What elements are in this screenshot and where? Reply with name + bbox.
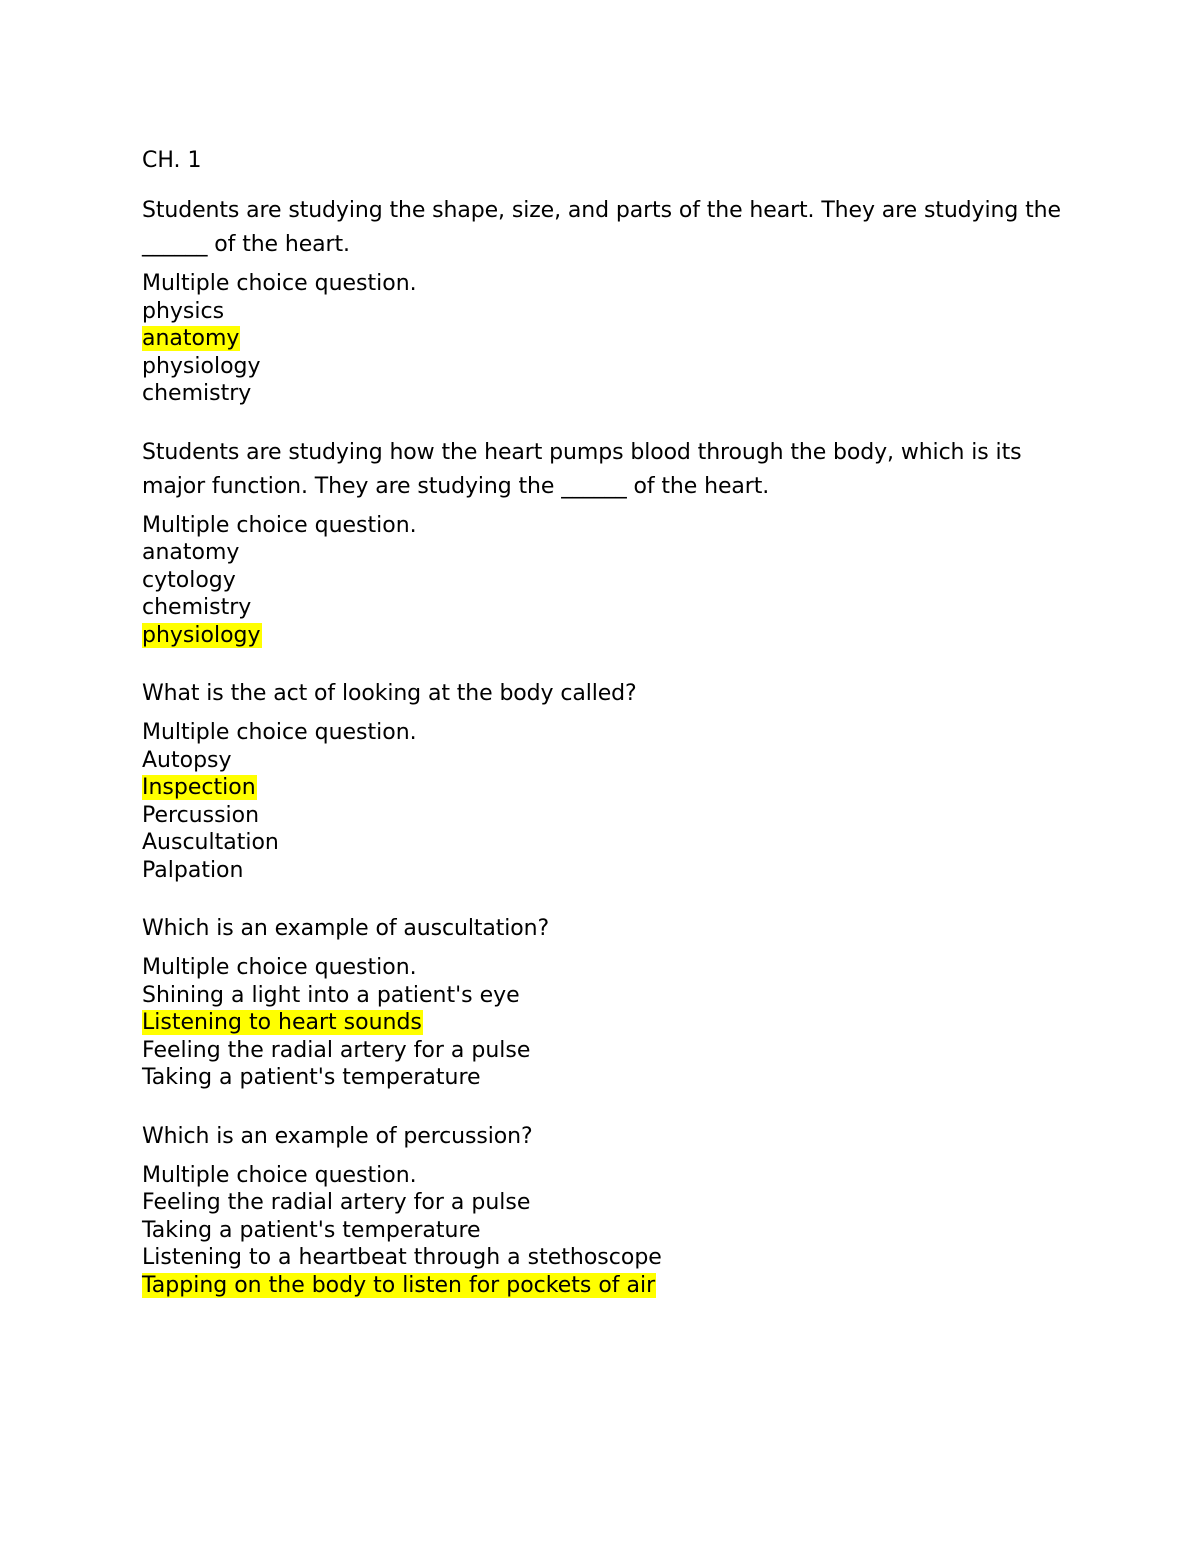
answer-option-text: anatomy	[142, 540, 240, 565]
question-type-label: Multiple choice question.	[142, 1162, 417, 1188]
answer-option	[142, 298, 1082, 326]
answer-option	[142, 982, 1082, 1010]
question-type-label: Multiple choice question.	[142, 955, 417, 980]
answer-option-text: chemistry	[142, 381, 252, 406]
question-prompt: Students are studying the shape, size, and parts of the heart. They are studying the ______ of the heart.	[142, 198, 1061, 257]
question-block	[142, 1120, 1082, 1300]
answer-option-highlighted	[142, 774, 1082, 802]
question-block	[142, 912, 1082, 1092]
answer-option-text: cytology	[142, 567, 236, 593]
question-type-label: Multiple choice question.	[142, 271, 417, 296]
answer-option-text: Shining a light into a patient's eye	[142, 982, 520, 1008]
answer-option-highlighted	[142, 1009, 1082, 1037]
answer-option	[142, 1244, 1082, 1272]
answer-options	[142, 298, 1082, 408]
answer-option	[142, 1064, 1082, 1092]
answer-option	[142, 747, 1082, 775]
question-block	[142, 436, 1082, 650]
answer-option-text: Percussion	[142, 802, 260, 828]
answer-option-text: Palpation	[142, 857, 244, 883]
answer-options	[142, 539, 1082, 649]
answer-option	[142, 353, 1082, 381]
answer-option-text: anatomy	[142, 326, 240, 351]
answer-option-text: Feeling the radial artery for a pulse	[142, 1037, 531, 1063]
answer-option-text: Listening to a heartbeat through a stethoscope	[142, 1245, 662, 1270]
answer-option-text: Feeling the radial artery for a pulse	[142, 1190, 531, 1215]
question-prompt: What is the act of looking at the body called?	[142, 681, 637, 706]
answer-option-text: chemistry	[142, 595, 252, 620]
answer-option-text: Autopsy	[142, 747, 232, 773]
answer-option-text: Auscultation	[142, 830, 279, 855]
answer-options	[142, 747, 1082, 885]
answer-option-text: Listening to heart sounds	[142, 1010, 422, 1035]
answer-option	[142, 1217, 1082, 1245]
document-page	[142, 144, 1082, 1327]
answer-option	[142, 829, 1082, 857]
answer-option-text: Tapping on the body to listen for pockets of air	[142, 1272, 656, 1298]
question-block	[142, 194, 1082, 408]
question-prompt: Which is an example of percussion?	[142, 1123, 533, 1149]
chapter-heading: CH. 1	[142, 148, 202, 173]
answer-option-text: Taking a patient's temperature	[142, 1065, 481, 1090]
answer-option	[142, 539, 1082, 567]
answer-option	[142, 802, 1082, 830]
question-type-label: Multiple choice question.	[142, 512, 417, 538]
answer-option-text: Inspection	[142, 775, 256, 800]
answer-option-text: physiology	[142, 622, 261, 648]
answer-option-text: physics	[142, 298, 225, 324]
question-type-label: Multiple choice question.	[142, 720, 417, 745]
answer-options	[142, 982, 1082, 1092]
answer-option-text: physiology	[142, 353, 261, 379]
answer-option	[142, 567, 1082, 595]
answer-option	[142, 594, 1082, 622]
answer-option-highlighted	[142, 325, 1082, 353]
answer-option	[142, 1037, 1082, 1065]
answer-option-highlighted	[142, 1272, 1082, 1300]
question-prompt: Students are studying how the heart pumps blood through the body, which is its major function. They are studying the ______ of the heart.	[142, 439, 1022, 499]
answer-options	[142, 1189, 1082, 1299]
answer-option	[142, 380, 1082, 408]
answer-option-highlighted	[142, 622, 1082, 650]
answer-option	[142, 857, 1082, 885]
answer-option-text: Taking a patient's temperature	[142, 1217, 481, 1243]
answer-option	[142, 1189, 1082, 1217]
question-prompt: Which is an example of auscultation?	[142, 916, 550, 941]
question-list	[142, 194, 1082, 1299]
question-block	[142, 677, 1082, 884]
